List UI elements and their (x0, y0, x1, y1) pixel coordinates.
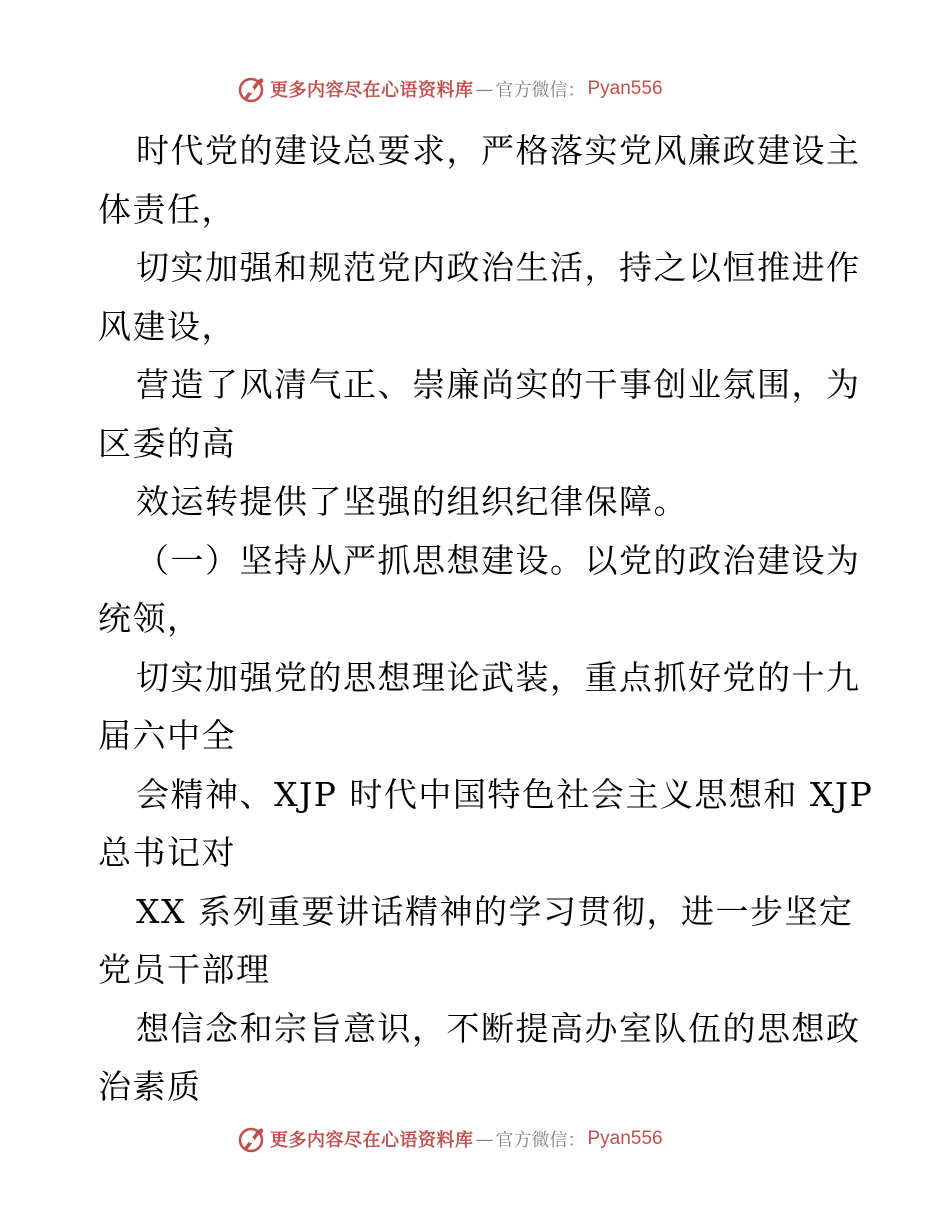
body-text-line: （一）坚持从严抓思想建设。以党的政治建设为 (136, 540, 861, 580)
header-banner-text: 更多内容尽在心语资料库 (270, 80, 474, 101)
body-text-line: 风建设， (98, 306, 236, 346)
footer-banner[interactable] (236, 1122, 663, 1156)
body-text-line: 切实加强和规范党内政治生活，持之以恒推进作 (136, 248, 861, 287)
body-text-line: 会精神、XJP 时代中国特色社会主义思想和 XJP (136, 774, 874, 814)
quill-logo-icon (236, 1124, 266, 1154)
body-text-line: 总书记对 (98, 833, 236, 872)
body-text-line: XX 系列重要讲话精神的学习贯彻，进一步坚定 (136, 891, 854, 931)
footer-banner-label: 官方微信： (495, 1130, 586, 1151)
body-text-line: 营造了风清气正、崇廉尚实的干事创业氛围，为 (136, 365, 861, 404)
footer-banner-separator: — (475, 1128, 494, 1150)
header-banner-separator: — (475, 78, 494, 100)
body-text-line: 体责任， (98, 189, 236, 229)
header-banner-label: 官方微信： (495, 80, 586, 101)
body-text-line: 时代党的建设总要求，严格落实党风廉政建设主 (136, 131, 861, 170)
footer-banner-id: Pyan556 (587, 1128, 663, 1149)
header-banner[interactable] (236, 72, 663, 106)
footer-banner-text: 更多内容尽在心语资料库 (270, 1130, 474, 1151)
body-text-line: 效运转提供了坚强的组织纪律保障。 (136, 482, 688, 521)
body-text-line: 治素质 (98, 1067, 202, 1106)
body-text-line: 区委的高 (98, 423, 236, 463)
header-banner-id: Pyan556 (587, 78, 663, 99)
body-text-line: 党员干部理 (98, 950, 271, 989)
quill-logo-icon (236, 74, 266, 104)
body-text-line: 想信念和宗旨意识，不断提高办室队伍的思想政 (136, 1008, 861, 1048)
body-text-line: 统领， (98, 599, 202, 638)
body-text-line: 切实加强党的思想理论武装，重点抓好党的十九 (136, 657, 861, 697)
document-body (98, 122, 874, 1117)
body-text-line: 届六中全 (98, 716, 236, 755)
